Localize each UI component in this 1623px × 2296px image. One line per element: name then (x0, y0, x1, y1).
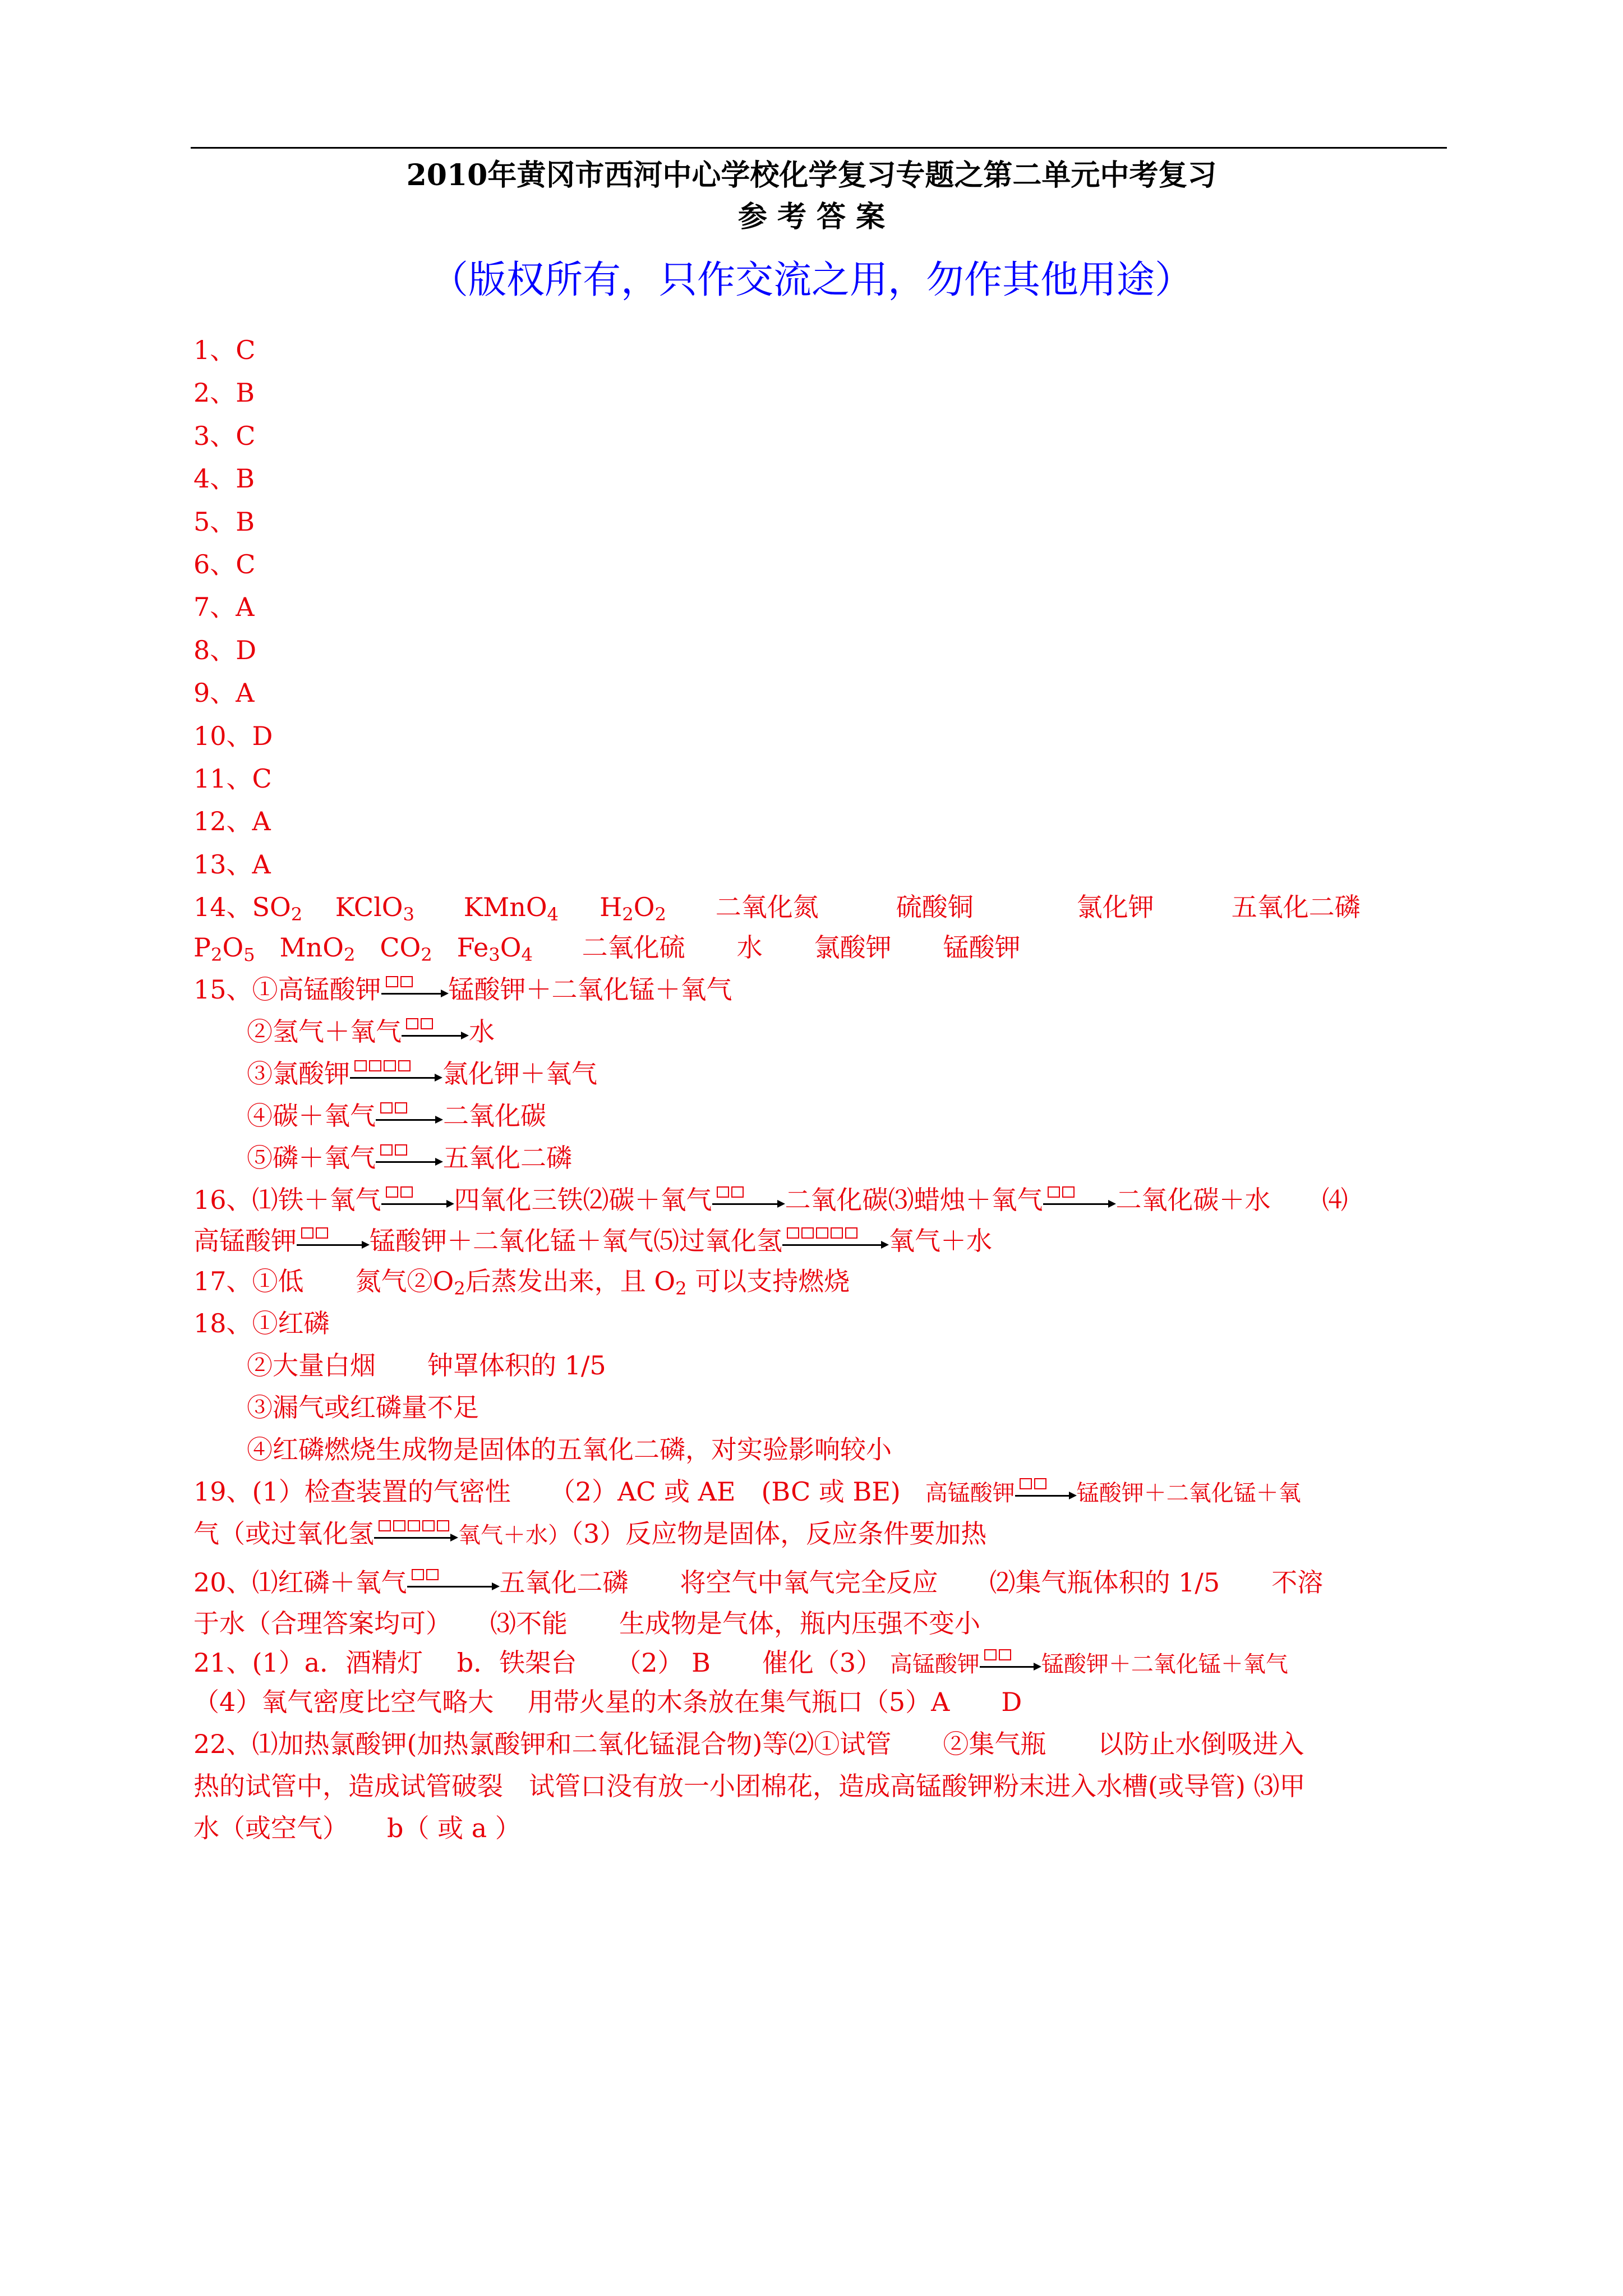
top-rule (191, 147, 1447, 149)
answer-22-line1: 22、⑴加热氯酸钾(加热氯酸钾和二氧化锰混合物)等⑵①试管 ②集气瓶 以防止水倒吸进入 (193, 1729, 1304, 1759)
answer-18-line1: 18、①红磷 (193, 1308, 330, 1338)
answer-11: 11、C (193, 763, 272, 794)
answer-19-line2: 气（或过氧化氢 氧气＋水）（3）反应物是固体，反应条件要加热 (193, 1519, 987, 1549)
reaction-arrow-icon (407, 1569, 500, 1591)
reaction-arrow-icon (1043, 1186, 1116, 1209)
reaction-arrow-icon (297, 1227, 370, 1250)
reaction-arrow-icon (376, 1102, 443, 1125)
document-title: 2010年黄冈市西河中心学校化学复习专题之第二单元中考复习 (406, 158, 1217, 192)
reaction-arrow-icon (980, 1649, 1041, 1672)
answer-14-line1: 14、$SO_2$ KClO$_3$ KMnO$_4$ $H_2O_2$ 二氧化氮 硫酸铜 氯化钾 五氧化二磷 (193, 892, 1361, 926)
answer-7: 7、A (193, 592, 255, 622)
reaction-arrow-icon (712, 1186, 785, 1209)
answer-22-line2: 热的试管中，造成试管破裂 试管口没有放一小团棉花，造成高锰酸钾粉末进入水槽(或导管) ⑶甲 (193, 1771, 1306, 1801)
answer-16-line2: 高锰酸钾 锰酸钾＋二氧化锰＋氧气⑸过氧化氢 氧气＋水 (193, 1226, 992, 1256)
answer-2: 2、B (193, 378, 255, 408)
answer-4: 4、B (193, 463, 255, 494)
answer-6: 6、C (193, 549, 256, 579)
answer-9: 9、A (193, 678, 255, 708)
answer-18-line3: ③漏气或红磷量不足 (247, 1392, 479, 1423)
answer-15-line2: ②氢气＋氧气 水 (247, 1016, 495, 1047)
reaction-arrow-icon (381, 976, 449, 999)
reaction-arrow-icon (376, 1144, 443, 1167)
answer-16-line1: 16、⑴铁＋氧气 四氧化三铁⑵碳＋氧气 二氧化碳⑶蜡烛＋氧气 二氧化碳＋水 ⑷ (193, 1185, 1348, 1215)
answer-5: 5、B (193, 507, 255, 537)
answer-13: 13、A (193, 849, 271, 880)
answer-14-line2: $P_2O_5$ MnO$_2$ $CO_2$ $Fe_3O_4$ 二氧化硫 水 氯酸钾 锰酸钾 (193, 932, 1021, 966)
answer-20-line1: 20、⑴红磷＋氧气 五氧化二磷 将空气中氧气完全反应 ⑵集气瓶体积的 1/5 不溶 (193, 1567, 1324, 1598)
answer-15-line4: ④碳＋氧气 二氧化碳 (247, 1101, 546, 1131)
answer-22-line3: 水（或空气） b（ 或 a ） (193, 1813, 521, 1843)
answer-1: 1、C (193, 335, 256, 365)
reaction-arrow-icon (350, 1060, 442, 1083)
copyright-notice: （版权所有，只作交流之用，勿作其他用途） (430, 258, 1193, 302)
reaction-arrow-icon (381, 1186, 454, 1209)
answer-17: 17、①低 氮气$②O_2$后蒸发出来，且 $O_2$ 可以支持燃烧 (193, 1266, 850, 1300)
answer-12: 12、A (193, 806, 271, 836)
answer-18-line2: ②大量白烟 钟罩体积的 1/5 (247, 1350, 606, 1381)
answer-18-line4: ④红磷燃烧生成物是固体的五氧化二磷，对实验影响较小 (247, 1434, 892, 1465)
document-subtitle: 参 考 答 案 (737, 200, 886, 234)
reaction-arrow-icon (1015, 1478, 1077, 1501)
answer-20-line2: 于水（合理答案均可） ⑶不能 生成物是气体，瓶内压强不变小 (193, 1608, 980, 1639)
reaction-arrow-icon (374, 1520, 458, 1543)
reaction-arrow-icon (402, 1018, 469, 1041)
answer-21-line2: （4）氧气密度比空气略大 用带火星的木条放在集气瓶口（5）A D (193, 1687, 1022, 1717)
answer-21-line1: 21、(1）a．酒精灯 b．铁架台 （2） B 催化（3） 高锰酸钾 锰酸钾＋二氧化锰＋氧气 (193, 1648, 1288, 1678)
answer-10: 10、D (193, 721, 273, 751)
reaction-arrow-icon (782, 1227, 889, 1250)
answer-3: 3、C (193, 421, 256, 451)
answer-8: 8、D (193, 635, 257, 665)
answer-15-line3: ③氯酸钾 氯化钾＋氧气 (247, 1059, 597, 1089)
answer-15-line5: ⑤磷＋氧气 五氧化二磷 (247, 1143, 572, 1173)
answer-15-line1: 15、①高锰酸钾 锰酸钾＋二氧化锰＋氧气 (193, 974, 732, 1005)
answer-19-line1: 19、(1）检查装置的气密性 （2）AC 或 AE (BC 或 BE) 高锰酸钾 锰酸钾＋二氧化锰＋氧 (193, 1476, 1301, 1507)
